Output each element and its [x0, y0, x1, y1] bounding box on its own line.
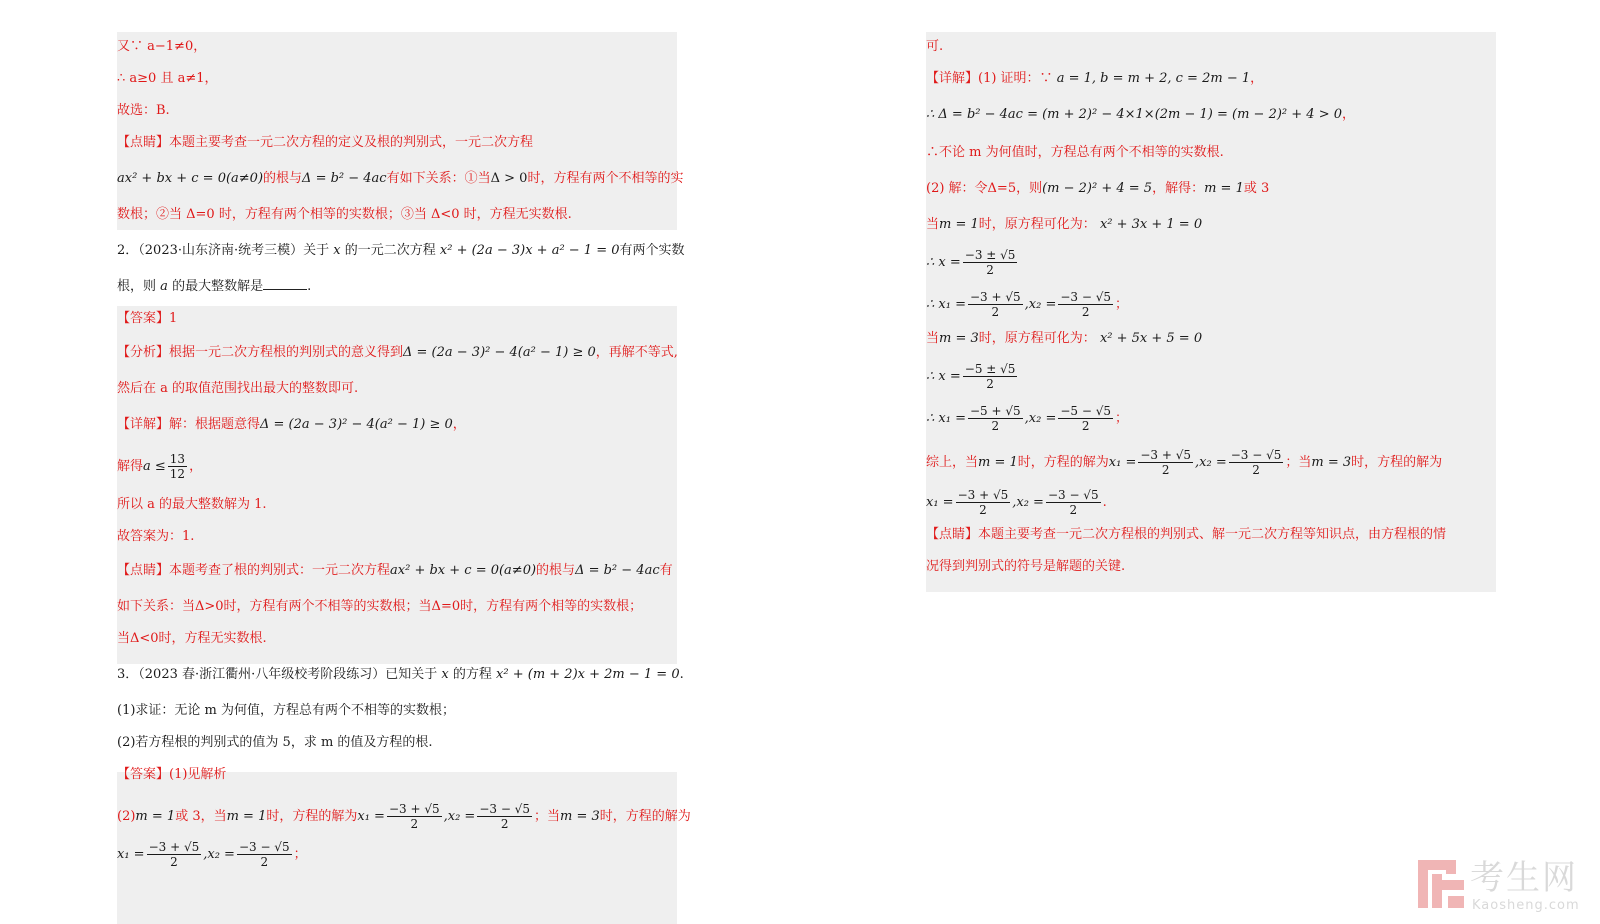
numerator: −5 − √5 [1060, 404, 1111, 418]
formula: Δ = (2a − 3)² − 4(a² − 1) ≥ 0 [403, 345, 596, 360]
formula: ,x₂ = [1012, 495, 1044, 510]
question-3-part2: (2)若方程根的判别式的值为 5，求 m 的值及方程的根. [117, 735, 433, 750]
formula: x₁ = [357, 809, 385, 824]
text: ， [189, 459, 203, 474]
text: 的最大整数解是 [172, 279, 264, 294]
formula: x² + 3x + 1 = 0 [1099, 217, 1203, 232]
text-line: 【点睛】本题主要考查一元二次方程的定义及根的判别式，一元二次方程 [117, 135, 534, 150]
discriminant [926, 106, 1355, 124]
numerator: −3 − √5 [479, 802, 530, 816]
case-m3 [926, 330, 1202, 348]
case-m1 [926, 216, 1202, 234]
question-3-part1: (1)求证：无论 m 为何值，方程总有两个不相等的实数根； [117, 703, 456, 718]
text: 的根与 [536, 563, 576, 578]
text: ， [1250, 71, 1264, 86]
text: 有如下关系：①当 [386, 171, 491, 186]
text: 解得 [117, 459, 144, 474]
text-line: 然后在 a 的取值范围找出最大的整数即可. [117, 381, 359, 396]
answer-blank [263, 279, 307, 290]
fraction [477, 802, 532, 831]
fraction [963, 248, 1018, 277]
formula: a = 1, b = m + 2, c = 2m − 1 [1056, 71, 1251, 86]
question-2-line2 [117, 278, 311, 296]
text: ； [1115, 411, 1129, 426]
formula: Δ = b² − 4ac [575, 563, 660, 578]
numerator: −3 ± √5 [964, 248, 1016, 262]
answer-label: 【答案】1 [117, 311, 178, 326]
numerator: 13 [169, 452, 186, 466]
question-2 [117, 242, 685, 260]
denominator: 2 [991, 305, 1000, 319]
formula: a ≤ [143, 459, 166, 474]
var: x [333, 243, 341, 258]
formula: ,x₂ = [1024, 297, 1057, 312]
text: ； [1115, 297, 1129, 312]
fraction [147, 840, 202, 869]
text-line [117, 170, 683, 188]
formula: Δ > 0 [490, 171, 528, 186]
numerator: −5 ± √5 [964, 362, 1016, 376]
summary [926, 448, 1442, 477]
var: a [160, 279, 168, 294]
text: 当 [926, 217, 940, 232]
numerator: −5 + √5 [969, 404, 1021, 418]
text-line: 故选：B. [117, 103, 170, 118]
text: 或 3，当 [175, 809, 227, 824]
logo-text: 考生网 [1470, 858, 1578, 898]
formula: x² + (m + 2)x + 2m − 1 = 0 [496, 667, 680, 682]
fraction [1058, 290, 1113, 319]
roots-m1 [926, 290, 1128, 319]
part2 [926, 180, 1269, 198]
text: ， [452, 417, 466, 432]
denominator: 12 [169, 467, 186, 481]
formula: ,x₂ = [203, 847, 235, 862]
formula: (m − 2)² + 4 = 5 [1042, 181, 1153, 196]
denominator: 2 [979, 503, 987, 517]
fraction [237, 840, 292, 869]
root-formula [926, 362, 1019, 391]
text: ，解得： [1152, 181, 1205, 196]
detail-solve [117, 452, 202, 481]
numerator: −3 + √5 [1140, 448, 1192, 462]
text: 有两个实数 [619, 243, 685, 258]
formula: ∴ x₁ = [926, 297, 966, 312]
text: 【详解】(1) 证明：∵ [926, 71, 1053, 86]
text: 3．（2023 春·浙江衢州·八年级校考阶段练习）已知关于 [117, 667, 438, 682]
fraction [168, 452, 187, 481]
fraction [387, 802, 442, 831]
formula: m = 1 [1204, 181, 1244, 196]
text: (2) 解：令Δ=5，则 [926, 181, 1043, 196]
answer-part2 [117, 802, 691, 831]
summary-roots [926, 488, 1107, 517]
text-line: 故答案为：1. [117, 529, 195, 544]
formula: ,x₂ = [1024, 411, 1057, 426]
text: (2) [117, 809, 136, 824]
text: ， [1342, 107, 1356, 122]
formula: x² + 5x + 5 = 0 [1099, 331, 1203, 346]
numerator: −3 − √5 [1230, 448, 1282, 462]
solution-block [117, 32, 677, 230]
text-line: 当Δ<0时，方程无实数根. [117, 631, 267, 646]
text: 2．（2023·山东济南·统考三模）关于 [117, 243, 330, 258]
formula: m = 1 [135, 809, 176, 824]
denominator: 2 [1252, 463, 1260, 477]
formula: ,x₂ = [443, 809, 476, 824]
denominator: 2 [1161, 463, 1170, 477]
text: 时，原方程可化为： [978, 217, 1096, 232]
formula: x₁ = [117, 847, 145, 862]
fraction [956, 488, 1011, 517]
text: ；当 [533, 809, 560, 824]
numerator: −3 − √5 [1047, 488, 1099, 502]
text-line: 如下关系：当Δ>0时，方程有两个不相等的实数根；当Δ=0时，方程有两个相等的实数根； [117, 599, 643, 614]
text: 时，方程有两个不相等的实 [527, 171, 684, 186]
text-line: 况得到判别式的符号是解题的关键. [926, 559, 1126, 574]
detail [117, 416, 466, 434]
text: . [679, 667, 684, 682]
text: 的方程 [452, 667, 492, 682]
roots-m3 [926, 404, 1128, 433]
text: . [1102, 495, 1107, 510]
formula: m = 3 [939, 331, 979, 346]
formula: ∴ Δ = b² − 4ac = (m + 2)² − 4×1×(2m − 1) = (m − 2)² + 4 > 0 [926, 107, 1342, 122]
formula: Δ = b² − 4ac [302, 171, 387, 186]
formula: x₁ = [926, 495, 954, 510]
numerator: −3 + √5 [148, 840, 200, 854]
formula: m = 3 [559, 809, 600, 824]
text: 时，方程的解为 [1351, 455, 1443, 470]
denominator: 2 [1081, 419, 1090, 433]
text-line: 又∵ a−1≠0， [117, 39, 207, 54]
text: 或 3 [1243, 181, 1270, 196]
denominator: 2 [260, 855, 269, 869]
detail [926, 70, 1263, 88]
numerator: −3 − √5 [238, 840, 290, 854]
formula: ∴ x = [926, 369, 961, 384]
text: 根，则 [117, 279, 157, 294]
text: 【详解】解：根据题意得 [117, 417, 261, 432]
formula: x² + (2a − 3)x + a² − 1 = 0 [439, 243, 620, 258]
denominator: 2 [1069, 503, 1078, 517]
denominator: 2 [986, 377, 994, 391]
numerator: −3 + √5 [388, 802, 440, 816]
text: ； [293, 847, 307, 862]
kaosheng-logo [1418, 858, 1596, 918]
denominator: 2 [500, 817, 509, 831]
remark: 【点睛】本题主要考查一元二次方程根的判别式、解一元二次方程等知识点，由方程根的情 [926, 527, 1447, 542]
formula: x₁ = [1108, 455, 1137, 470]
numerator: −3 + √5 [957, 488, 1009, 502]
formula: m = 1 [978, 455, 1018, 470]
text-line: ∴不论 m 为何值时，方程总有两个不相等的实数根. [926, 145, 1224, 160]
fraction [968, 290, 1023, 319]
text-line: 数根；②当 Δ=0 时，方程有两个相等的实数根；③当 Δ<0 时，方程无实数根. [117, 207, 572, 222]
formula: Δ = (2a − 3)² − 4(a² − 1) ≥ 0 [260, 417, 453, 432]
text: ；当 [1285, 455, 1312, 470]
denominator: 2 [410, 817, 419, 831]
fraction [1138, 448, 1193, 477]
text-line: 所以 a 的最大整数解为 1. [117, 497, 267, 512]
formula: m = 3 [1311, 455, 1352, 470]
formula: ax² + bx + c = 0(a≠0) [117, 171, 264, 186]
fraction [1229, 448, 1284, 477]
question-3 [117, 666, 684, 684]
answer-part2-roots [117, 840, 307, 869]
denominator: 2 [986, 263, 994, 277]
formula: m = 1 [939, 217, 979, 232]
text: 【分析】根据一元二次方程根的判别式的意义得到 [117, 345, 404, 360]
text: 的根与 [263, 171, 303, 186]
text: ，再解不等式, [595, 345, 678, 360]
fraction [1046, 488, 1101, 517]
fraction [968, 404, 1023, 433]
text: 【点睛】本题考查了根的判别式：一元二次方程 [117, 563, 391, 578]
remark [117, 562, 673, 580]
formula: ,x₂ = [1195, 455, 1227, 470]
formula: m = 1 [226, 809, 267, 824]
text: 当 [926, 331, 940, 346]
text: 时，原方程可化为： [978, 331, 1096, 346]
text: 的一元二次方程 [344, 243, 436, 258]
answer-label: 【答案】(1)见解析 [117, 767, 227, 782]
fraction [963, 362, 1018, 391]
text-line: ∴ a≥0 且 a≠1， [117, 71, 218, 86]
formula: ax² + bx + c = 0(a≠0) [390, 563, 537, 578]
fraction [1058, 404, 1113, 433]
numerator: −3 − √5 [1060, 290, 1111, 304]
text: 时，方程的解为 [266, 809, 358, 824]
logo-subtext: Kaosheng.com [1472, 898, 1580, 913]
formula: ∴ x₁ = [926, 411, 966, 426]
formula: ∴ x = [926, 255, 961, 270]
analysis [117, 344, 678, 362]
denominator: 2 [170, 855, 178, 869]
text: 时，方程的解为 [599, 809, 691, 824]
text: 时，方程的解为 [1017, 455, 1109, 470]
text: 综上，当 [926, 455, 979, 470]
denominator: 2 [991, 419, 1000, 433]
numerator: −3 + √5 [969, 290, 1021, 304]
denominator: 2 [1081, 305, 1090, 319]
text-line: 可. [926, 39, 944, 54]
var: x [441, 667, 449, 682]
text: . [307, 279, 312, 294]
root-formula [926, 248, 1019, 277]
text: 有 [659, 563, 673, 578]
logo-mark-icon [1418, 860, 1464, 908]
